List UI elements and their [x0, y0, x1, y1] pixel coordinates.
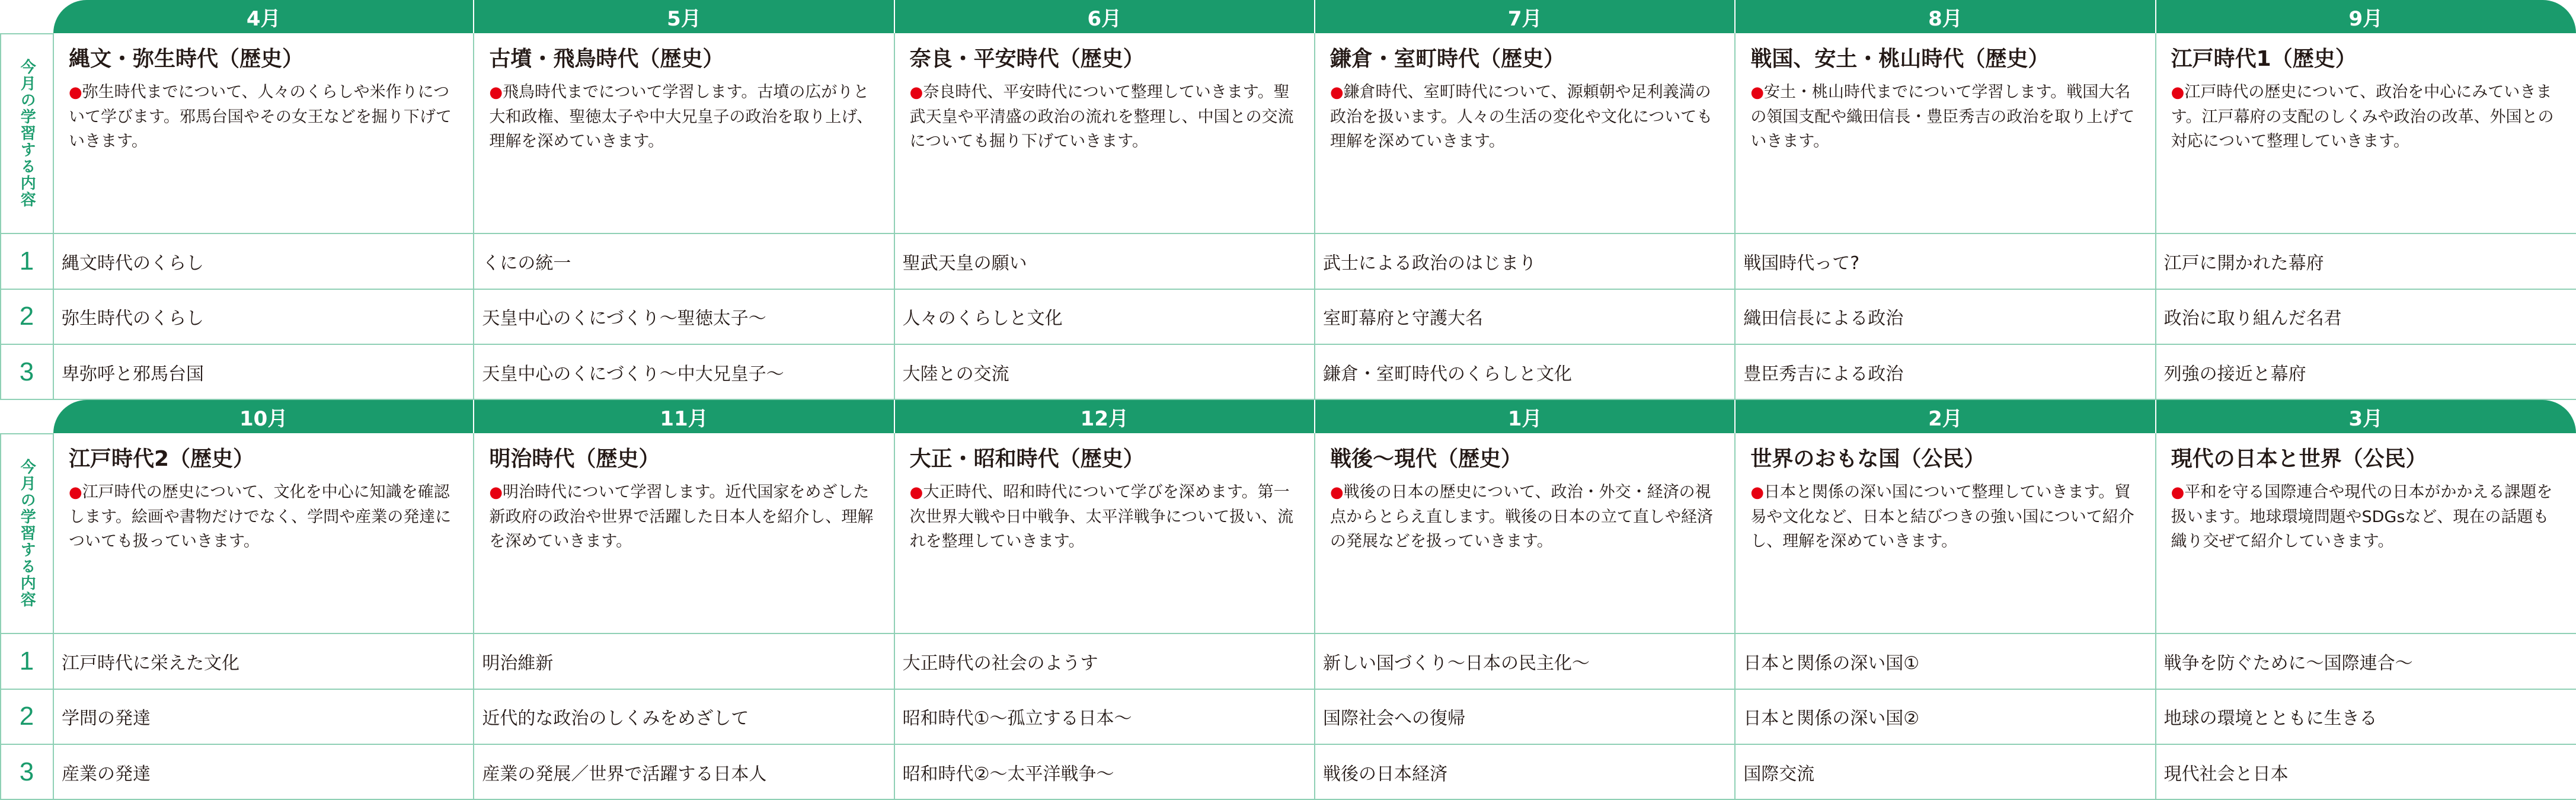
content-cell [894, 33, 1315, 233]
grid-line-vertical [0, 33, 1, 400]
content-cell [894, 433, 1315, 633]
unit-description-text: 奈良時代、平安時代について整理していきます。聖武天皇や平清盛の政治の流れを整理し、中国との交流についても掘り下げていきます。 [909, 83, 1294, 151]
month-header-bar [53, 400, 2576, 433]
unit-title: 鎌倉・室町時代（歴史） [1329, 47, 1565, 71]
content-cell [53, 433, 474, 633]
row-number-2: 2 [19, 302, 34, 331]
unit-description [1750, 80, 2143, 153]
month-header-divider [894, 0, 895, 33]
month-header-divider [1314, 0, 1315, 33]
unit-title: 江戸時代2（歴史） [69, 447, 255, 471]
unit-description [69, 480, 462, 553]
lesson-cell: 産業の発展／世界で活躍する日本人 [482, 764, 767, 785]
lesson-cell: 卑弥呼と邪馬台国 [62, 364, 204, 385]
unit-description [910, 480, 1303, 553]
row-number-1: 1 [19, 246, 34, 276]
unit-title: 戦国、安土・桃山時代（歴史） [1750, 47, 2050, 71]
month-label: 7月 [1507, 7, 1542, 31]
bullet-marker: ● [69, 484, 82, 502]
month-header-divider [2155, 0, 2156, 33]
lesson-cell: 日本と関係の深い国① [1743, 652, 1920, 674]
unit-description-text: 日本と関係の深い国について整理していきます。貿易や文化など、日本と結びつきの強い国について紹介し、理解を深めていきます。 [1750, 483, 2134, 551]
month-header-divider [1734, 0, 1736, 33]
lesson-cell: 昭和時代②〜太平洋戦争〜 [902, 764, 1114, 785]
unit-description [489, 80, 882, 153]
unit-description [69, 80, 462, 153]
lesson-cell: 江戸時代に栄えた文化 [62, 652, 239, 674]
unit-title: 江戸時代1（歴史） [2171, 47, 2357, 71]
lesson-cell: 大陸との交流 [902, 364, 1009, 385]
month-header-divider [2155, 400, 2156, 433]
lesson-cell: 列強の接近と幕府 [2163, 364, 2306, 385]
content-cell [1315, 433, 1735, 633]
month-label: 5月 [667, 7, 701, 31]
lesson-cell: 戦争を防ぐために〜国際連合〜 [2163, 652, 2413, 674]
unit-description [1330, 80, 1723, 153]
unit-description [2171, 80, 2564, 153]
bullet-marker: ● [1329, 84, 1344, 102]
bullet-marker: ● [909, 484, 923, 502]
lesson-cell: 学問の発達 [62, 708, 151, 729]
unit-title: 古墳・飛鳥時代（歴史） [489, 47, 724, 71]
content-cell [474, 33, 894, 233]
lesson-cell: 国際交流 [1743, 764, 1815, 785]
lesson-cell: 産業の発達 [62, 764, 151, 785]
content-cell [1735, 433, 2155, 633]
unit-title: 戦後〜現代（歴史） [1329, 447, 1522, 471]
month-label: 1月 [1507, 407, 1542, 431]
month-label: 4月 [246, 7, 281, 31]
month-label: 10月 [239, 407, 288, 431]
lesson-cell: 天皇中心のくにづくり〜聖徳太子〜 [482, 308, 766, 329]
side-label [0, 33, 53, 233]
lesson-cell: 大正時代の社会のようす [902, 652, 1098, 674]
bullet-marker: ● [909, 84, 923, 102]
month-header-divider [1734, 400, 1736, 433]
lesson-cell: 縄文時代のくらし [62, 252, 204, 274]
lesson-cell: 豊臣秀吉による政治 [1743, 364, 1904, 385]
unit-description-text: 飛鳥時代までについて学習します。古墳の広がりと大和政権、聖徳太子や中大兄皇子の政治を取り上げ、理解を深めていきます。 [489, 83, 873, 151]
month-label: 11月 [660, 407, 708, 431]
lesson-cell: 近代的な政治のしくみをめざして [482, 708, 749, 729]
row-number-2: 2 [19, 702, 34, 731]
lesson-cell: 戦後の日本経済 [1322, 764, 1447, 785]
unit-title: 奈良・平安時代（歴史） [909, 47, 1145, 71]
content-cell [474, 433, 894, 633]
row-number-1: 1 [19, 646, 34, 676]
month-header-divider [473, 0, 474, 33]
unit-description-text: 平和を守る国際連合や現代の日本がかかえる課題を扱います。地球環境問題やSDGsなど、現在の話題も織り交ぜて紹介していきます。 [2171, 483, 2553, 551]
lesson-cell: 室町幕府と守護大名 [1322, 308, 1483, 329]
month-label: 12月 [1080, 407, 1129, 431]
lesson-cell: 人々のくらしと文化 [902, 308, 1063, 329]
bullet-marker: ● [1750, 484, 1764, 502]
bullet-marker: ● [69, 84, 82, 102]
grid-line-vertical [0, 433, 1, 800]
lesson-cell: くにの統一 [482, 252, 571, 274]
month-header-divider [473, 400, 474, 433]
unit-description-text: 弥生時代までについて、人々のくらしや米作りについて学びます。邪馬台国やその女王などを掘り下げていきます。 [69, 83, 452, 151]
lesson-cell: 地球の環境とともに生きる [2163, 708, 2377, 729]
month-header-bar [53, 0, 2576, 33]
unit-description-text: 戦後の日本の歴史について、政治・外交・経済の視点からとらえ直します。戦後の日本の立て直しや経済の発展などを扱っていきます。 [1329, 483, 1713, 551]
unit-description-text: 鎌倉時代、室町時代について、源頼朝や足利義満の政治を扱います。人々の生活の変化や文化についても理解を深めていきます。 [1329, 83, 1713, 151]
lesson-cell: 戦国時代って? [1743, 252, 1860, 274]
bullet-marker: ● [2171, 484, 2185, 502]
unit-title: 世界のおもな国（公民） [1750, 447, 1986, 471]
bullet-marker: ● [2171, 84, 2185, 102]
row-number-3: 3 [19, 757, 34, 787]
unit-title: 縄文・弥生時代（歴史） [69, 47, 304, 71]
unit-title: 明治時代（歴史） [489, 447, 660, 471]
side-label-text: 今月の学習する内容 [18, 59, 36, 208]
unit-description-text: 大正時代、昭和時代について学びを深めます。第一次世界大戦や日中戦争、太平洋戦争について扱い、流れを整理していきます。 [909, 483, 1294, 551]
lesson-cell: 日本と関係の深い国② [1743, 708, 1920, 729]
unit-title: 大正・昭和時代（歴史） [909, 447, 1145, 471]
lesson-cell: 新しい国づくり〜日本の民主化〜 [1322, 652, 1590, 674]
content-cell [2156, 33, 2576, 233]
side-label [0, 433, 53, 633]
month-label: 3月 [2348, 407, 2383, 431]
unit-title: 現代の日本と世界（公民） [2171, 447, 2427, 471]
lesson-cell: 聖武天皇の願い [902, 252, 1027, 274]
bullet-marker: ● [489, 484, 503, 502]
lesson-cell: 武士による政治のはじまり [1322, 252, 1536, 274]
lesson-cell: 織田信長による政治 [1743, 308, 1904, 329]
month-header-divider [1314, 400, 1315, 433]
lesson-cell: 現代社会と日本 [2163, 764, 2289, 785]
content-cell [2156, 433, 2576, 633]
bullet-marker: ● [489, 84, 503, 102]
unit-description [1330, 480, 1723, 553]
content-cell [53, 33, 474, 233]
lesson-cell: 国際社会への復帰 [1322, 708, 1465, 729]
unit-description [910, 80, 1303, 153]
content-cell [1735, 33, 2155, 233]
unit-description-text: 明治時代について学習します。近代国家をめざした新政府の政治や世界で活躍した日本人を紹介し、理解を深めていきます。 [489, 483, 874, 551]
schedule-block-second-half [0, 400, 2576, 800]
month-label: 8月 [1928, 7, 1963, 31]
month-label: 2月 [1928, 407, 1963, 431]
content-cell [1315, 33, 1735, 233]
grid-line-horizontal [0, 433, 53, 434]
lesson-cell: 明治維新 [482, 652, 554, 674]
row-number-3: 3 [19, 357, 34, 387]
lesson-cell: 弥生時代のくらし [62, 308, 204, 329]
side-label-text: 今月の学習する内容 [18, 459, 36, 608]
unit-description-text: 安土・桃山時代までについて学習します。戦国大名の領国支配や織田信長・豊臣秀吉の政治を取り上げていきます。 [1750, 83, 2135, 151]
month-label: 6月 [1087, 7, 1122, 31]
unit-description [1750, 480, 2143, 553]
month-label: 9月 [2348, 7, 2383, 31]
lesson-cell: 天皇中心のくにづくり〜中大兄皇子〜 [482, 364, 784, 385]
grid-line-horizontal [0, 33, 53, 34]
lesson-cell: 昭和時代①〜孤立する日本〜 [902, 708, 1132, 729]
unit-description [2171, 480, 2564, 553]
month-header-divider [894, 400, 895, 433]
lesson-cell: 政治に取り組んだ名君 [2163, 308, 2342, 329]
lesson-cell: 江戸に開かれた幕府 [2163, 252, 2324, 274]
lesson-cell: 鎌倉・室町時代のくらしと文化 [1322, 364, 1572, 385]
bullet-marker: ● [1750, 84, 1764, 102]
bullet-marker: ● [1329, 484, 1344, 502]
unit-description [489, 480, 882, 553]
unit-description-text: 江戸時代の歴史について、政治を中心にみていきます。江戸幕府の支配のしくみや政治の改革、外国との対応について整理していきます。 [2171, 83, 2554, 151]
unit-description-text: 江戸時代の歴史について、文化を中心に知識を確認します。絵画や書物だけでなく、学問や産業の発達についても扱っていきます。 [69, 483, 452, 551]
